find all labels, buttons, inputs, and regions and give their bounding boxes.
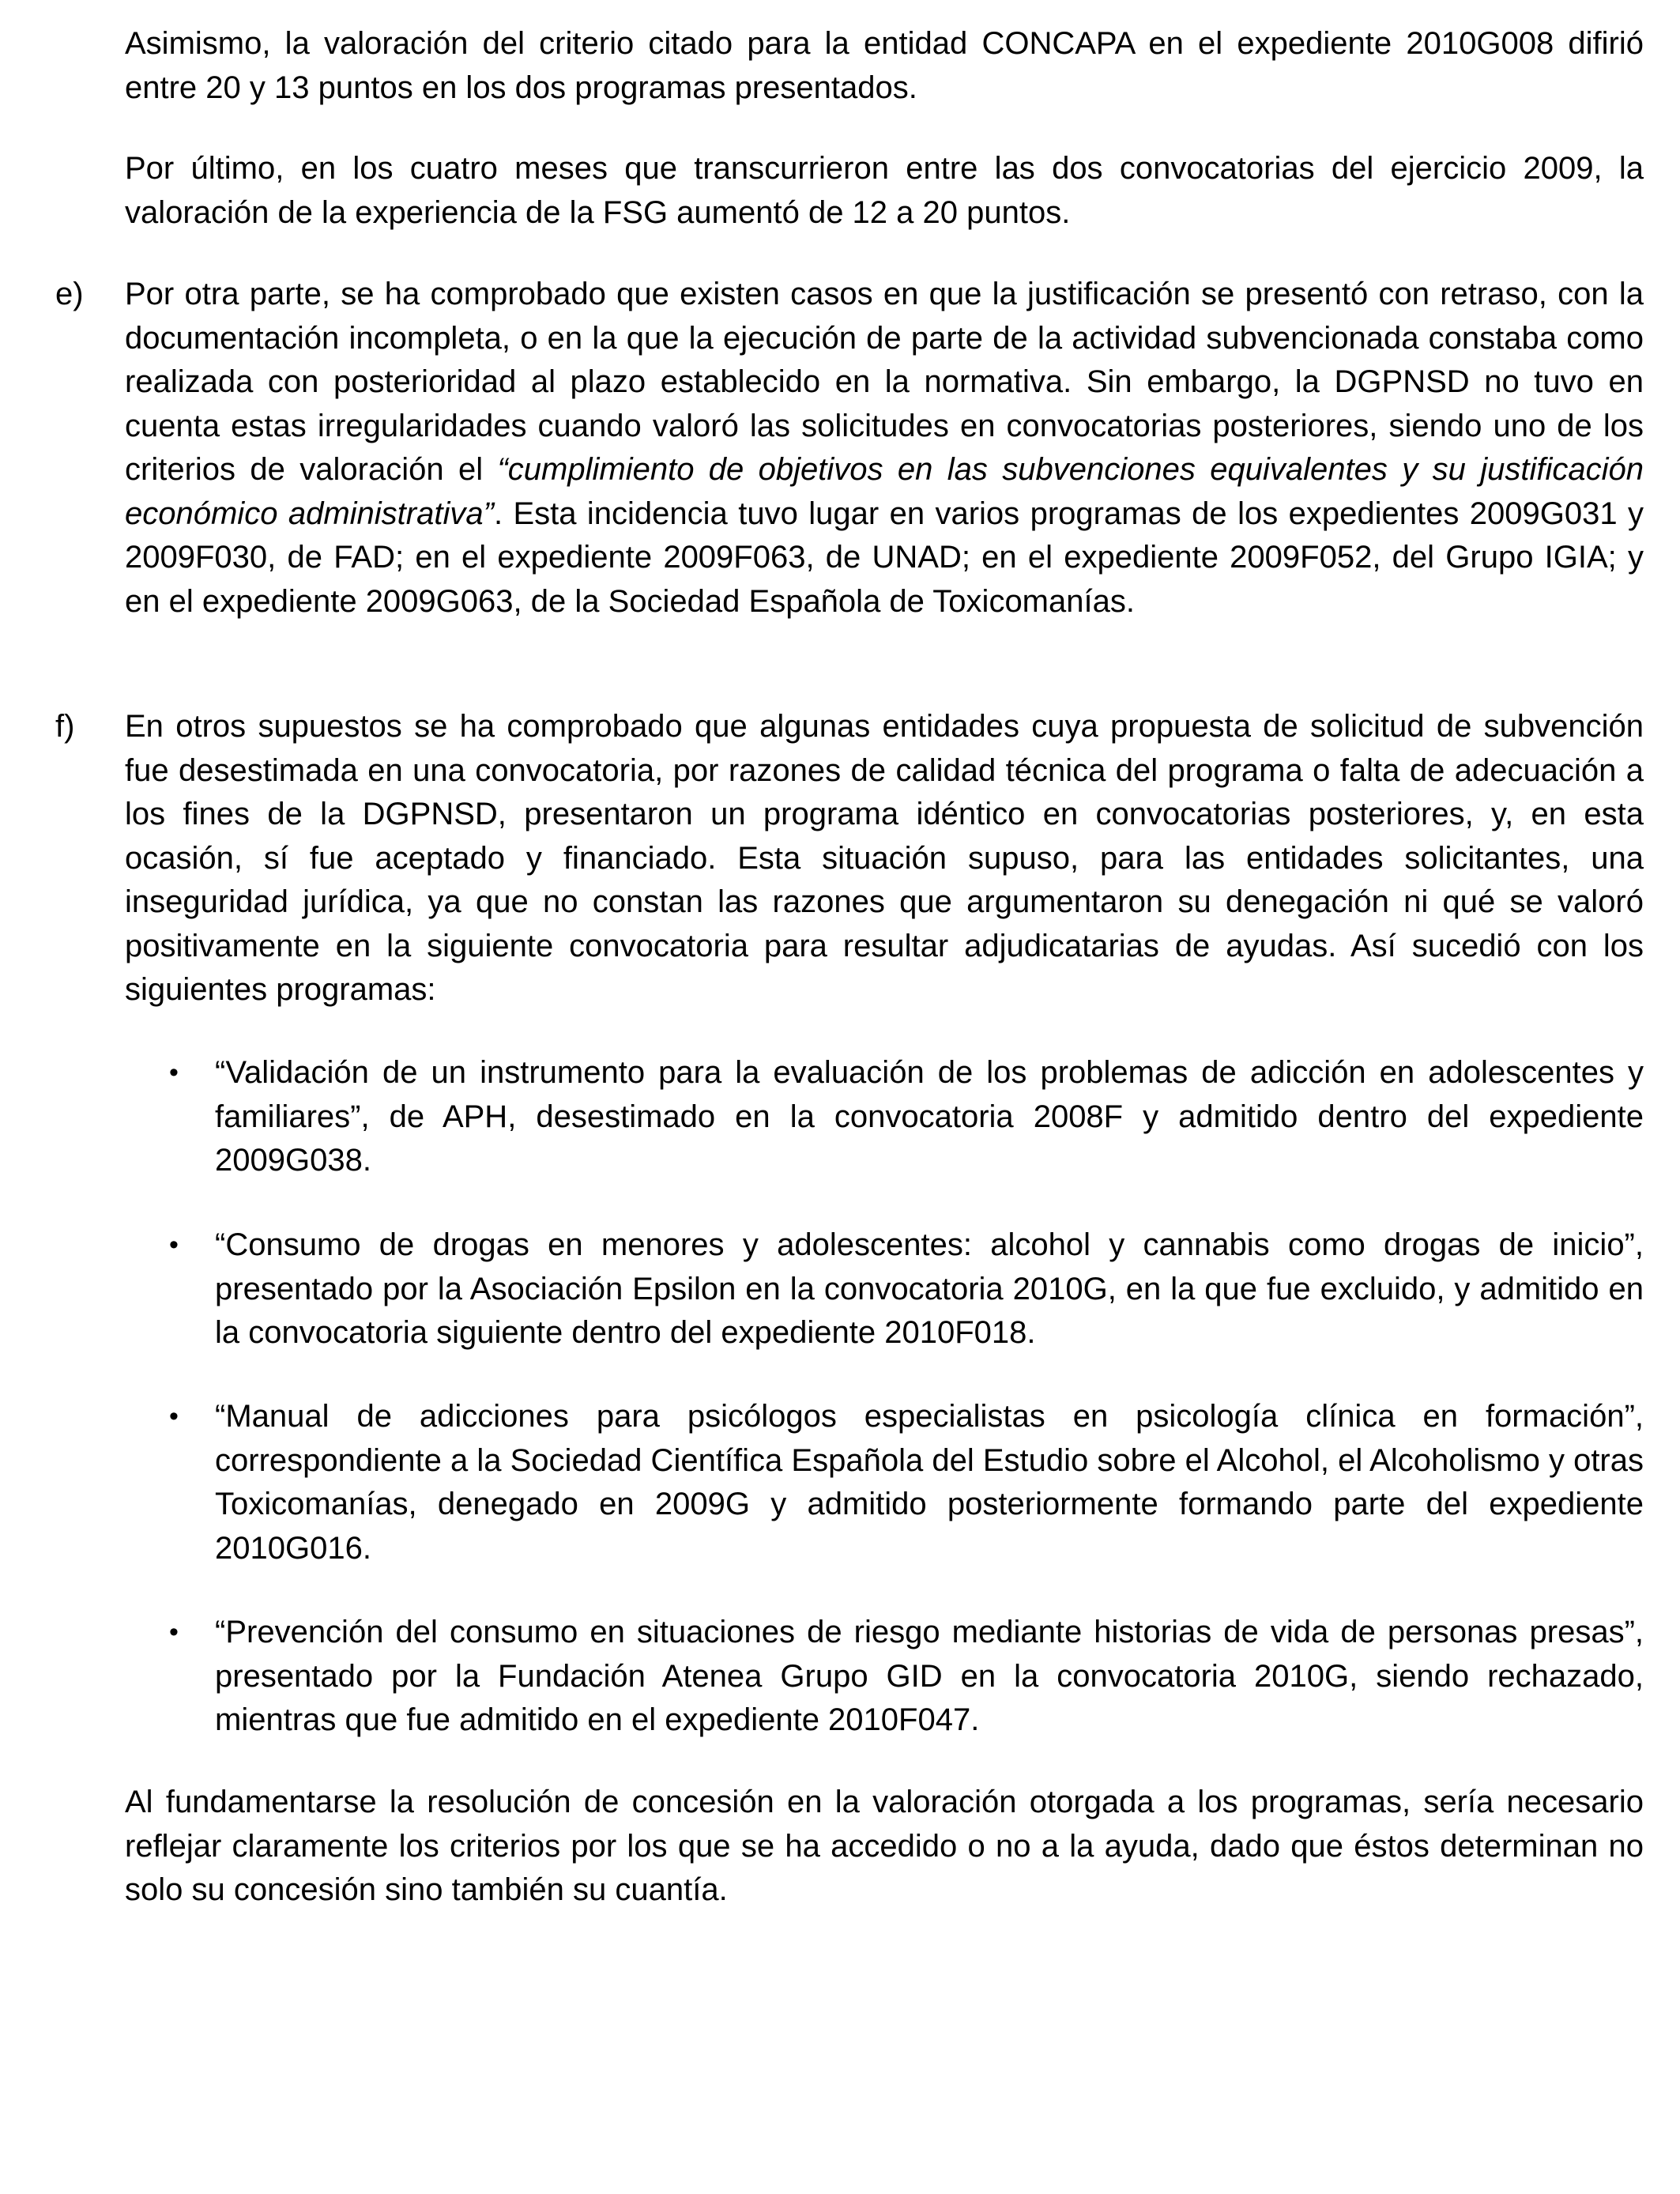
bullet-item-manual-adicciones: “Manual de adicciones para psicólogos especialistas en psicología clínica en formación”, correspondiente a la Sociedad Científica Española del Estudio sobre el Alcohol, el Alcoholismo y otras Toxicomanías, denegado en 2009G y admitido posteriormente formando parte del expediente 2010G016. (215, 1399, 1644, 1566)
paragraph-fsg: Por último, en los cuatro meses que transcurrieron entre las dos convocatorias del ejercicio 2009, la valoración de la experiencia de la FSG aumentó de 12 a 20 puntos. (125, 151, 1644, 230)
bullet-icon: • (169, 1617, 179, 1647)
paragraph-item-e (125, 273, 1644, 624)
item-e-text-end: . Esta incidencia tuvo lugar en varios programas de los expedientes 2009G031 y 2009F030, de FAD; en el expediente 2009F063, de UNAD; en el expediente 2009F052, del Grupo IGIA; y en el expediente 2009G063, de la Sociedad Española de Toxicomanías. (125, 496, 1644, 619)
bullet-item-aph: “Validación de un instrumento para la evaluación de los problemas de adicción en adolescentes y familiares”, de APH, desestimado en la convocatoria 2008F y admitido dentro del expediente 2009G038. (215, 1055, 1644, 1178)
bullet-icon: • (169, 1057, 179, 1088)
item-e-quoted-criterion: “cumplimiento de objetivos en las subvenciones equivalentes y su justificación económico administrativa” (125, 452, 1644, 531)
item-marker-e: e) (55, 277, 84, 311)
bullet-item-epsilon: “Consumo de drogas en menores y adolescentes: alcohol y cannabis como drogas de inicio”, presentado por la Asociación Epsilon en la convocatoria 2010G, en la que fue excluido, y admitido en la convocatoria siguiente dentro del expediente 2010F018. (215, 1227, 1644, 1350)
item-e-text-start: Por otra parte, se ha comprobado que existen casos en que la justificación se presentó con retraso, con la documentación incompleta, o en la que la ejecución de parte de la actividad subvencionada constaba como realizada con posterioridad al plazo establecido en la normativa. Sin embargo, la DGPNSD no tuvo en cuenta estas irregularidades cuando valoró las solicitudes en convocatorias posteriores, siendo uno de los criterios de valoración el (125, 277, 1644, 487)
bullet-item-atenea: “Prevención del consumo en situaciones de riesgo mediante historias de vida de personas presas”, presentado por la Fundación Atenea Grupo GID en la convocatoria 2010G, siendo rechazado, mientras que fue admitido en el expediente 2010F047. (215, 1615, 1644, 1737)
paragraph-item-f: En otros supuestos se ha comprobado que algunas entidades cuya propuesta de solicitud de subvención fue desestimada en una convocatoria, por razones de calidad técnica del programa o falta de adecuación a los fines de la DGPNSD, presentaron un programa idéntico en convocatorias posteriores, y, en esta ocasión, sí fue aceptado y financiado. Esta situación supuso, para las entidades solicitantes, una inseguridad jurídica, ya que no constan las razones que argumentaron su denegación ni qué se valoró positivamente en la siguiente convocatoria para resultar adjudicatarias de ayudas. Así sucedió con los siguientes programas: (125, 709, 1644, 1007)
bullet-icon: • (169, 1401, 179, 1431)
paragraph-concapa: Asimismo, la valoración del criterio citado para la entidad CONCAPA en el expediente 2010G008 difirió entre 20 y 13 puntos en los dos programas presentados. (125, 26, 1644, 105)
item-marker-f: f) (55, 709, 75, 744)
bullet-icon: • (169, 1230, 179, 1260)
paragraph-conclusion: Al fundamentarse la resolución de concesión en la valoración otorgada a los programas, sería necesario reflejar claramente los criterios por los que se ha accedido o no a la ayuda, dado que éstos determinan no solo su concesión sino también su cuantía. (125, 1785, 1644, 1907)
